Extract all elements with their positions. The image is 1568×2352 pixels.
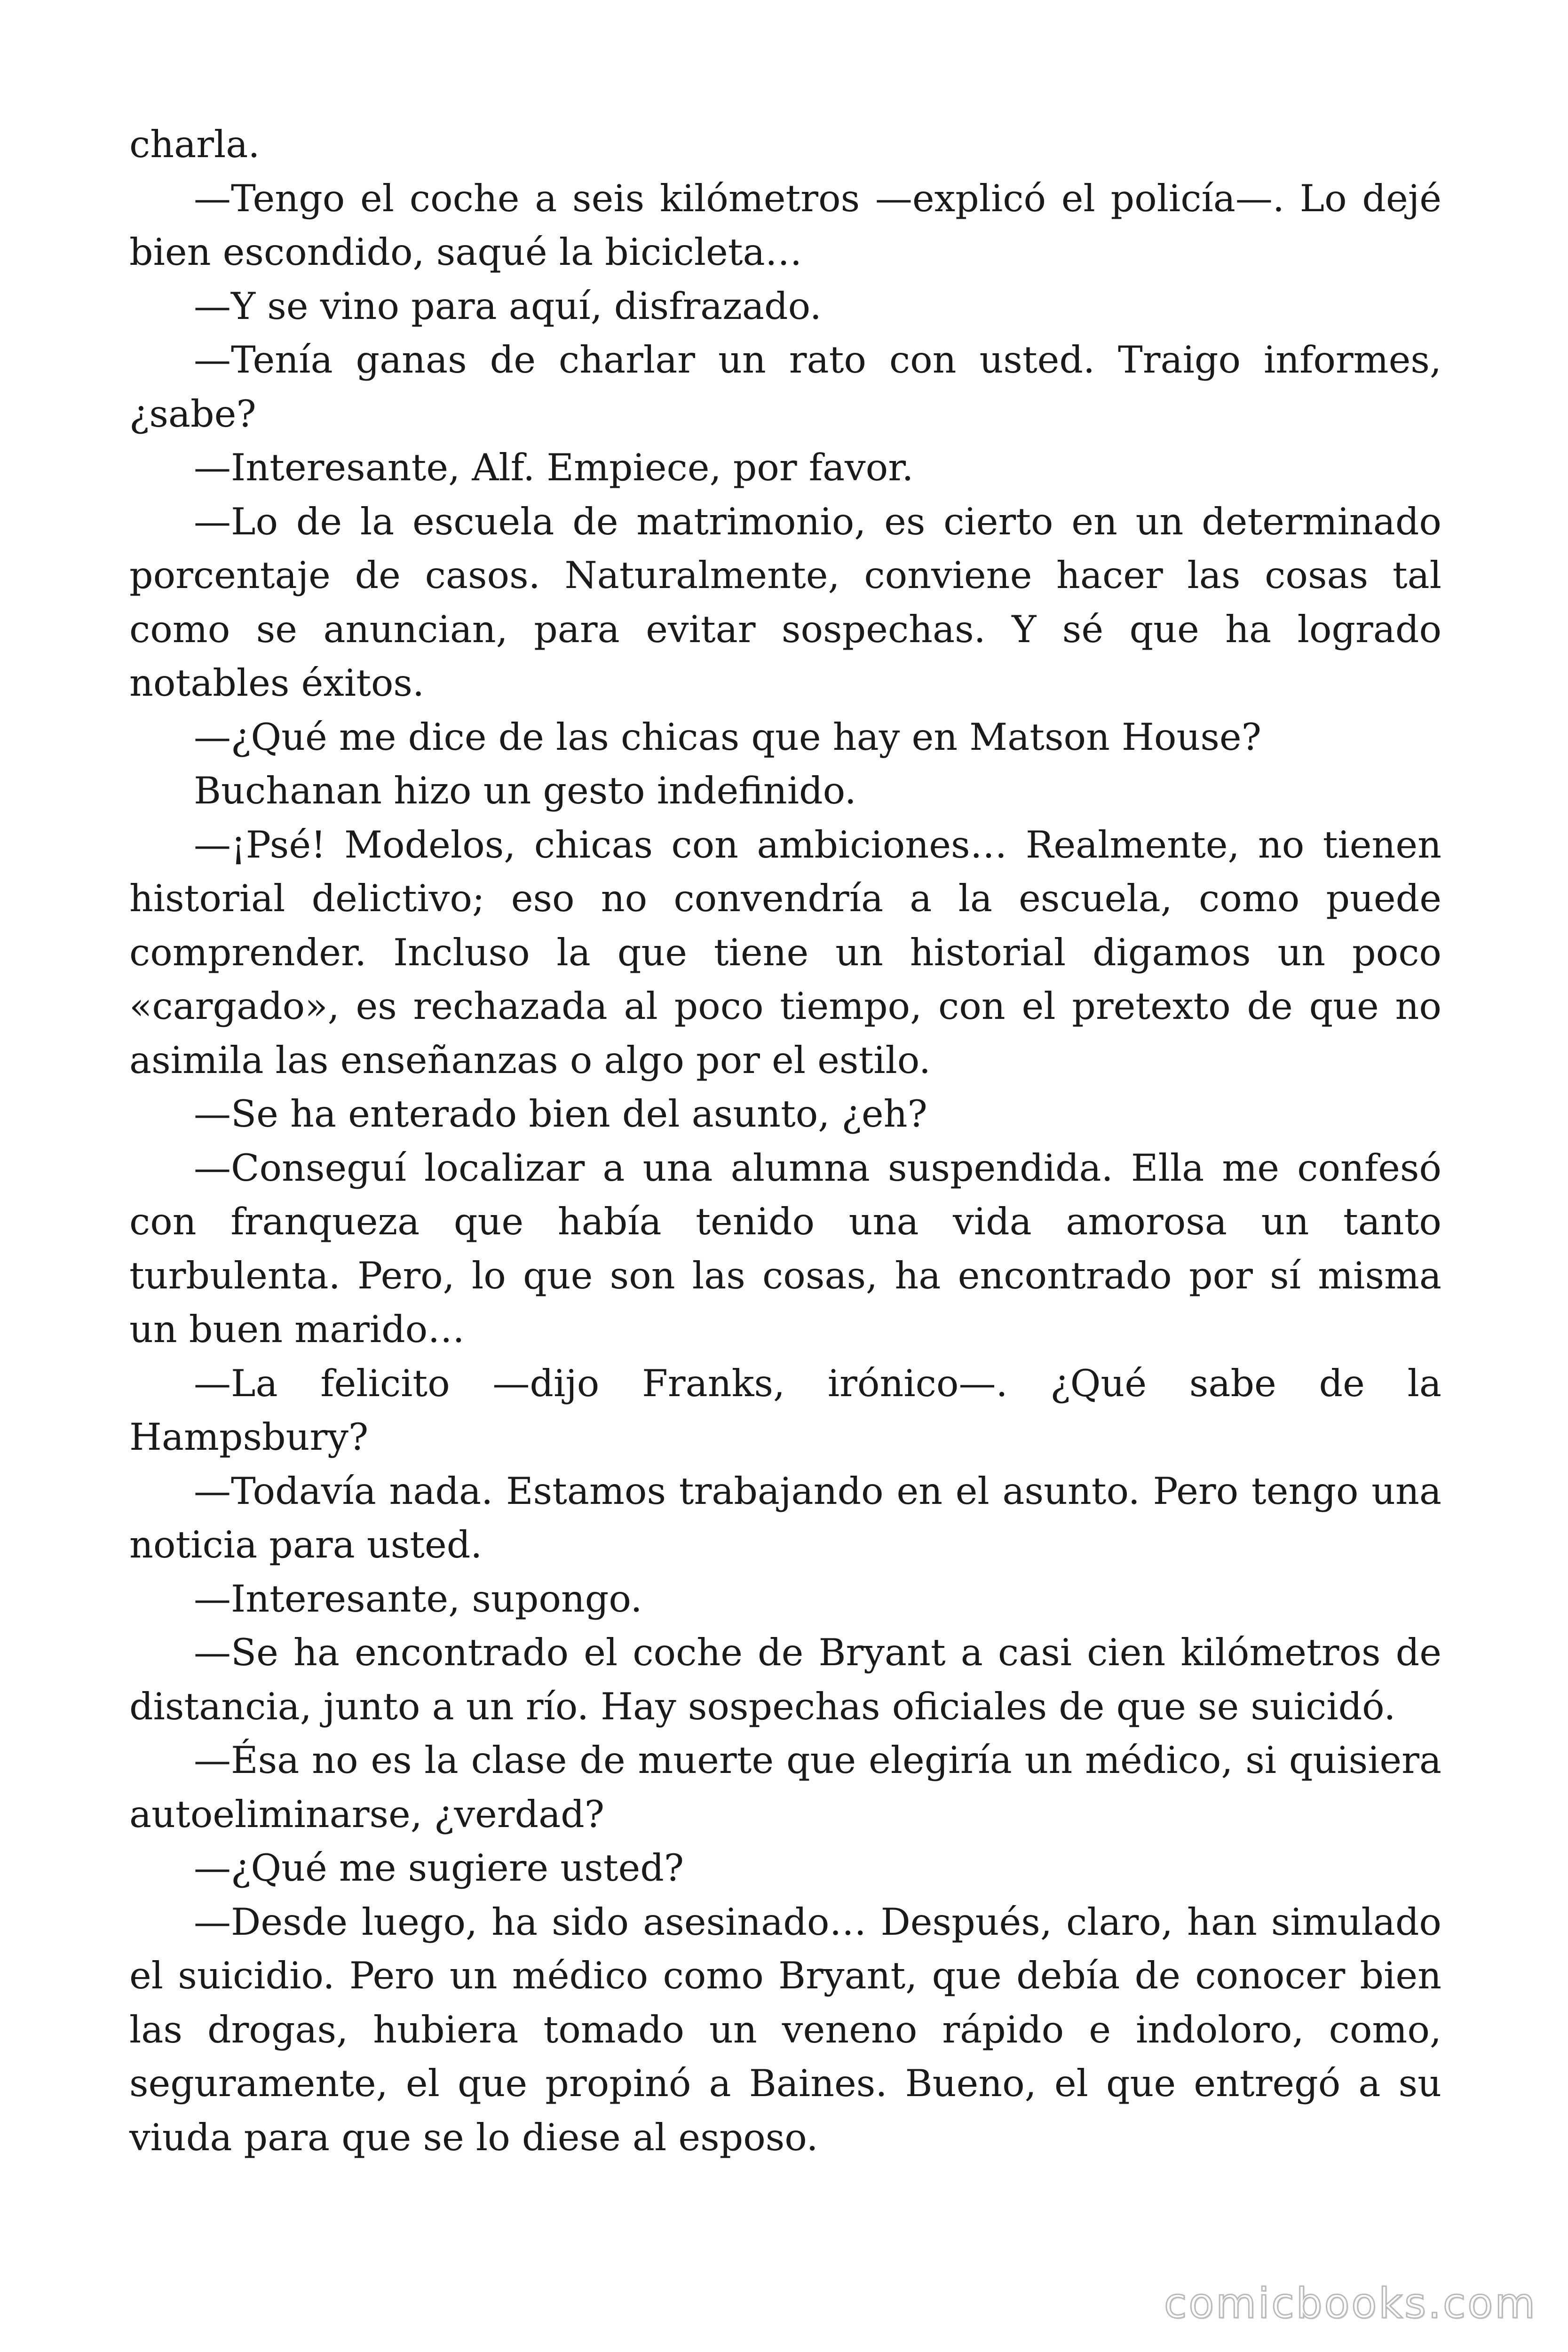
paragraph: —Ésa no es la clase de muerte que elegiría un médico, si quisiera autoeliminarse, ¿verdad?: [129, 1739, 1441, 1836]
paragraph: —Conseguí localizar a una alumna suspendida. Ella me confesó con franqueza que había tenido una vida amorosa un tanto turbulenta. Pero, lo que son las cosas, ha encontrado por sí misma un buen marido…: [129, 1146, 1441, 1351]
paragraph: —¿Qué me sugiere usted?: [194, 1846, 684, 1890]
paragraph: —Tengo el coche a seis kilómetros —explicó el policía—. Lo dejé bien escondido, saqué la bicicleta…: [129, 176, 1441, 274]
paragraph: —¿Qué me dice de las chicas que hay en Matson House?: [194, 715, 1262, 759]
paragraph: Buchanan hizo un gesto indefinido.: [194, 769, 856, 812]
paragraph: —Interesante, Alf. Empiece, por favor.: [194, 446, 914, 489]
paragraph: —Todavía nada. Estamos trabajando en el asunto. Pero tengo una noticia para usted.: [129, 1469, 1441, 1566]
paragraph: —¡Psé! Modelos, chicas con ambiciones… Realmente, no tienen historial delictivo; eso no convendría a la escuela, como puede comprender. Incluso la que tiene un historial digamos un poco «cargado», es rechazada al poco tiempo, con el pretexto de que no asimila las enseñanzas o algo por el estilo.: [129, 823, 1441, 1082]
paragraph-continuation: charla.: [129, 123, 260, 166]
paragraph: —Se ha enterado bien del asunto, ¿eh?: [194, 1092, 927, 1136]
paragraph: —Desde luego, ha sido asesinado… Después, claro, han simulado el suicidio. Pero un médico como Bryant, que debía de conocer bien las drogas, hubiera tomado un veneno rápido e indoloro, como, seguramente, el que propinó a Baines. Bueno, el que entregó a su viuda para que se lo diese al esposo.: [129, 1900, 1441, 2159]
paragraph: —Se ha encontrado el coche de Bryant a casi cien kilómetros de distancia, junto a un río. Hay sospechas oficiales de que se suicidó.: [129, 1631, 1441, 1728]
paragraph: —Y se vino para aquí, disfrazado.: [194, 284, 822, 328]
body-text: [129, 118, 1441, 2164]
paragraph: —La felicito —dijo Franks, irónico—. ¿Qué sabe de la Hampsbury?: [129, 1361, 1441, 1459]
paragraph: —Interesante, supongo.: [194, 1577, 642, 1621]
paragraph: —Tenía ganas de charlar un rato con usted. Traigo informes, ¿sabe?: [129, 338, 1441, 436]
watermark: comicbooks.com: [1164, 2279, 1537, 2328]
paragraph: —Lo de la escuela de matrimonio, es cierto en un determinado porcentaje de casos. Naturalmente, conviene hacer las cosas tal como se anuncian, para evitar sospechas. Y sé que ha logrado notables éxitos.: [129, 500, 1441, 705]
